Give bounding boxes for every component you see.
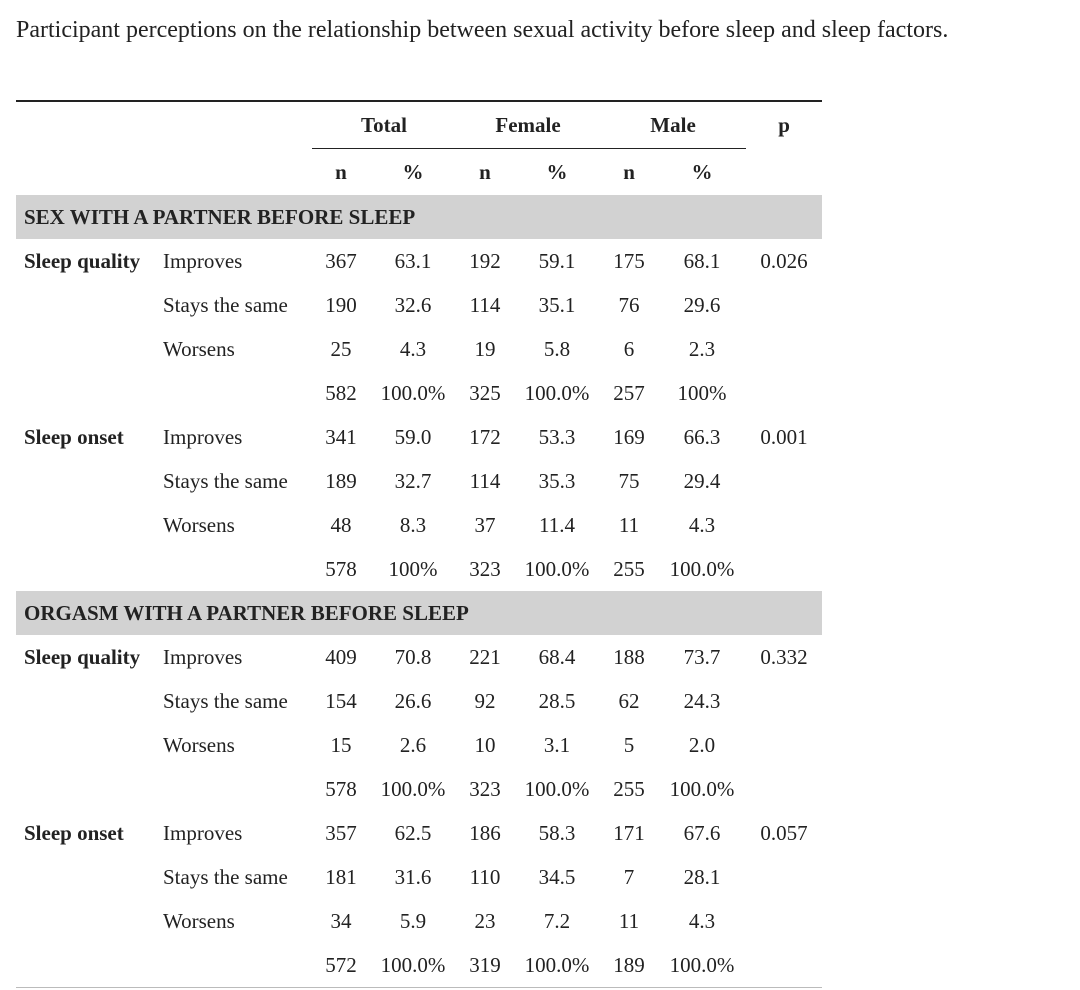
- count-cell: 169: [613, 424, 645, 449]
- percent-cell: 100.0%: [524, 952, 590, 977]
- response-label: Worsens: [163, 512, 235, 537]
- percent-cell: 4.3: [688, 908, 716, 933]
- p-spacer: [746, 459, 822, 503]
- percent-cell: 67.6: [683, 820, 721, 845]
- p-spacer: [746, 943, 822, 987]
- factor-label: Sleep quality: [24, 644, 141, 669]
- factor-spacer: [16, 943, 162, 987]
- factor-spacer: [16, 547, 162, 591]
- percent-cell: 100%: [388, 556, 438, 581]
- p-value: 0.057: [760, 820, 808, 845]
- count-cell: 34: [330, 908, 352, 933]
- count-cell: 76: [618, 292, 640, 317]
- table-row: [16, 327, 822, 371]
- factor-spacer: [16, 371, 162, 415]
- count-cell: 325: [469, 380, 501, 405]
- count-cell: 171: [613, 820, 645, 845]
- percent-cell: 24.3: [683, 688, 721, 713]
- subheader-percent: %: [691, 159, 713, 184]
- factor-spacer: [16, 459, 162, 503]
- count-cell: 114: [469, 292, 501, 317]
- percent-cell: 100.0%: [524, 776, 590, 801]
- factor-spacer: [16, 767, 162, 811]
- percent-cell: 31.6: [394, 864, 432, 889]
- response-label: Improves: [163, 248, 243, 273]
- section-header-row: [16, 591, 822, 635]
- count-cell: 572: [325, 952, 357, 977]
- count-cell: 19: [474, 336, 496, 361]
- table-row: [16, 283, 822, 327]
- count-cell: 582: [325, 380, 357, 405]
- subheader-n: n: [335, 159, 347, 184]
- section-title: SEX WITH A PARTNER BEFORE SLEEP: [16, 195, 822, 239]
- percent-cell: 2.0: [688, 732, 716, 757]
- table-caption: Participant perceptions on the relationship between sexual activity before sleep and sleep factors.: [16, 17, 949, 43]
- table-row: [16, 679, 822, 723]
- percent-cell: 100%: [677, 380, 727, 405]
- count-cell: 154: [325, 688, 357, 713]
- subheader-n: n: [623, 159, 635, 184]
- count-cell: 175: [613, 248, 645, 273]
- count-cell: 341: [325, 424, 357, 449]
- percent-cell: 8.3: [399, 512, 427, 537]
- group-header-row: [16, 102, 822, 149]
- group-header-female: Female: [456, 102, 600, 149]
- response-label: Worsens: [163, 336, 235, 361]
- percent-cell: 3.1: [543, 732, 571, 757]
- p-spacer: [746, 899, 822, 943]
- percent-cell: 5.8: [543, 336, 571, 361]
- p-spacer: [746, 371, 822, 415]
- table-header: [16, 102, 822, 195]
- count-cell: 255: [613, 556, 645, 581]
- count-cell: 221: [469, 644, 501, 669]
- count-cell: 323: [469, 776, 501, 801]
- percent-cell: 59.1: [538, 248, 576, 273]
- count-cell: 357: [325, 820, 357, 845]
- results-table-container: [16, 100, 822, 988]
- table-row: [16, 723, 822, 767]
- response-label: [162, 371, 312, 415]
- total-row: [16, 943, 822, 987]
- percent-cell: 66.3: [683, 424, 721, 449]
- header-p: p: [778, 112, 790, 137]
- count-cell: 578: [325, 556, 357, 581]
- percent-cell: 63.1: [394, 248, 432, 273]
- percent-cell: 4.3: [688, 512, 716, 537]
- p-value: 0.332: [760, 644, 808, 669]
- header-spacer: [16, 102, 312, 149]
- count-cell: 367: [325, 248, 357, 273]
- p-spacer: [746, 723, 822, 767]
- p-spacer: [746, 547, 822, 591]
- count-cell: 181: [325, 864, 357, 889]
- percent-cell: 35.1: [538, 292, 576, 317]
- count-cell: 192: [469, 248, 501, 273]
- total-row: [16, 371, 822, 415]
- count-cell: 257: [613, 380, 645, 405]
- factor-spacer: [16, 503, 162, 547]
- response-label: [162, 547, 312, 591]
- count-cell: 188: [613, 644, 645, 669]
- response-label: [162, 943, 312, 987]
- percent-cell: 32.6: [394, 292, 432, 317]
- count-cell: 15: [330, 732, 352, 757]
- count-cell: 48: [330, 512, 352, 537]
- count-cell: 172: [469, 424, 501, 449]
- percent-cell: 7.2: [543, 908, 571, 933]
- count-cell: 10: [474, 732, 496, 757]
- percent-cell: 2.3: [688, 336, 716, 361]
- factor-spacer: [16, 723, 162, 767]
- percent-cell: 58.3: [538, 820, 576, 845]
- count-cell: 6: [623, 336, 635, 361]
- percent-cell: 29.6: [683, 292, 721, 317]
- count-cell: 75: [618, 468, 640, 493]
- subheader-percent: %: [402, 159, 424, 184]
- percent-cell: 68.4: [538, 644, 576, 669]
- percent-cell: 100.0%: [524, 380, 590, 405]
- count-cell: 37: [474, 512, 496, 537]
- factor-spacer: [16, 679, 162, 723]
- percent-cell: 100.0%: [669, 952, 735, 977]
- factor-label: Sleep onset: [24, 820, 124, 845]
- percent-cell: 4.3: [399, 336, 427, 361]
- p-value: 0.001: [760, 424, 808, 449]
- response-label: Improves: [163, 644, 243, 669]
- count-cell: 23: [474, 908, 496, 933]
- results-table: [16, 102, 822, 987]
- percent-cell: 28.1: [683, 864, 721, 889]
- p-spacer: [746, 327, 822, 371]
- percent-cell: 32.7: [394, 468, 432, 493]
- subheader-percent: %: [546, 159, 568, 184]
- percent-cell: 26.6: [394, 688, 432, 713]
- count-cell: 578: [325, 776, 357, 801]
- subheader-spacer: [16, 149, 312, 196]
- factor-spacer: [16, 855, 162, 899]
- table-row: [16, 459, 822, 503]
- count-cell: 5: [623, 732, 635, 757]
- response-label: Stays the same: [163, 864, 288, 889]
- count-cell: 7: [623, 864, 635, 889]
- percent-cell: 70.8: [394, 644, 432, 669]
- table-body: [16, 195, 822, 987]
- percent-cell: 100.0%: [380, 380, 446, 405]
- response-label: Worsens: [163, 908, 235, 933]
- p-value: 0.026: [760, 248, 808, 273]
- factor-spacer: [16, 327, 162, 371]
- percent-cell: 28.5: [538, 688, 576, 713]
- percent-cell: 62.5: [394, 820, 432, 845]
- count-cell: 11: [618, 512, 640, 537]
- count-cell: 62: [618, 688, 640, 713]
- percent-cell: 2.6: [399, 732, 427, 757]
- count-cell: 190: [325, 292, 357, 317]
- count-cell: 186: [469, 820, 501, 845]
- count-cell: 255: [613, 776, 645, 801]
- section-header-row: [16, 195, 822, 239]
- response-label: Improves: [163, 424, 243, 449]
- table-row: [16, 635, 822, 679]
- subheader-spacer: [746, 149, 822, 196]
- p-spacer: [746, 767, 822, 811]
- table-row: [16, 503, 822, 547]
- count-cell: 189: [325, 468, 357, 493]
- p-spacer: [746, 679, 822, 723]
- table-row: [16, 811, 822, 855]
- percent-cell: 100.0%: [380, 952, 446, 977]
- factor-label: Sleep quality: [24, 248, 141, 273]
- table-row: [16, 239, 822, 283]
- subheader-n: n: [479, 159, 491, 184]
- percent-cell: 100.0%: [669, 556, 735, 581]
- count-cell: 319: [469, 952, 501, 977]
- response-label: Stays the same: [163, 688, 288, 713]
- count-cell: 110: [469, 864, 501, 889]
- percent-cell: 100.0%: [669, 776, 735, 801]
- subheader-row: [16, 149, 822, 196]
- count-cell: 114: [469, 468, 501, 493]
- factor-spacer: [16, 283, 162, 327]
- count-cell: 25: [330, 336, 352, 361]
- count-cell: 323: [469, 556, 501, 581]
- total-row: [16, 547, 822, 591]
- table-row: [16, 899, 822, 943]
- response-label: Stays the same: [163, 468, 288, 493]
- count-cell: 92: [474, 688, 496, 713]
- percent-cell: 11.4: [539, 512, 576, 537]
- response-label: [162, 767, 312, 811]
- response-label: Stays the same: [163, 292, 288, 317]
- percent-cell: 100.0%: [380, 776, 446, 801]
- p-spacer: [746, 855, 822, 899]
- percent-cell: 59.0: [394, 424, 432, 449]
- percent-cell: 5.9: [399, 908, 427, 933]
- percent-cell: 68.1: [683, 248, 721, 273]
- response-label: Worsens: [163, 732, 235, 757]
- group-header-male: Male: [600, 102, 746, 149]
- percent-cell: 100.0%: [524, 556, 590, 581]
- table-bottom-rule: [16, 987, 822, 988]
- group-header-total: Total: [312, 102, 456, 149]
- factor-spacer: [16, 899, 162, 943]
- percent-cell: 53.3: [538, 424, 576, 449]
- count-cell: 409: [325, 644, 357, 669]
- percent-cell: 35.3: [538, 468, 576, 493]
- count-cell: 11: [618, 908, 640, 933]
- percent-cell: 29.4: [683, 468, 721, 493]
- count-cell: 189: [613, 952, 645, 977]
- factor-label: Sleep onset: [24, 424, 124, 449]
- section-title: ORGASM WITH A PARTNER BEFORE SLEEP: [16, 591, 822, 635]
- percent-cell: 73.7: [683, 644, 721, 669]
- table-row: [16, 855, 822, 899]
- table-row: [16, 415, 822, 459]
- p-spacer: [746, 503, 822, 547]
- response-label: Improves: [163, 820, 243, 845]
- total-row: [16, 767, 822, 811]
- p-spacer: [746, 283, 822, 327]
- percent-cell: 34.5: [538, 864, 576, 889]
